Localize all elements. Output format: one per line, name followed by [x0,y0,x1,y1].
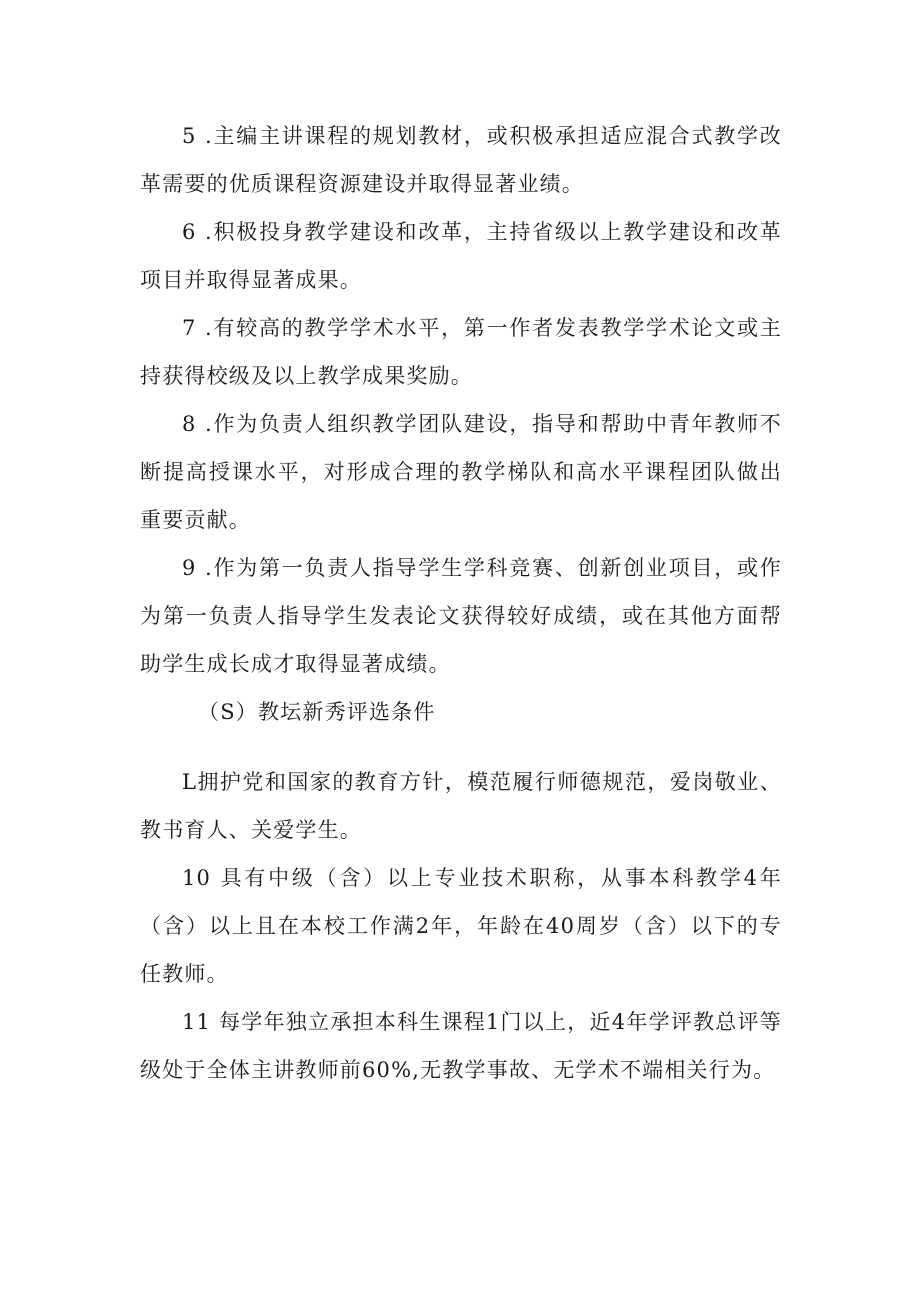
paragraph-item-7: 7 .有较高的教学学术水平，第一作者发表教学学术论文或主持获得校级及以上教学成果奖励。 [140,316,782,388]
paragraph-item-8: 8 .作为负责人组织教学团队建设，指导和帮助中青年教师不断提高授课水平，对形成合理的教学梯队和高水平课程团队做出重要贡献。 [140,412,782,532]
paragraph-item-9: 9 .作为第一负责人指导学生学科竞赛、创新创业项目，或作为第一负责人指导学生发表论文获得较好成绩，或在其他方面帮助学生成长成才取得显著成绩。 [140,556,782,676]
document-body [140,112,782,1094]
paragraph-item-10: 10 具有中级（含）以上专业技术职称，从事本科教学4年（含）以上且在本校工作满2年，年龄在40周岁（含）以下的专任教师。 [140,866,782,986]
section-spacer [140,736,782,758]
paragraph-item-5: 5 .主编主讲课程的规划教材，或积极承担适应混合式教学改革需要的优质课程资源建设并取得显著业绩。 [140,124,782,196]
paragraph-item-6: 6 .积极投身教学建设和改革，主持省级以上教学建设和改革项目并取得显著成果。 [140,220,782,292]
paragraph-item-11: 11 每学年独立承担本科生课程1门以上，近4年学评教总评等级处于全体主讲教师前60%,无教学事故、无学术不端相关行为。 [140,1010,782,1082]
paragraph-item-l: L拥护党和国家的教育方针，模范履行师德规范，爱岗敬业、教书育人、关爱学生。 [140,770,782,842]
section-heading: （S）教坛新秀评选条件 [198,700,436,724]
